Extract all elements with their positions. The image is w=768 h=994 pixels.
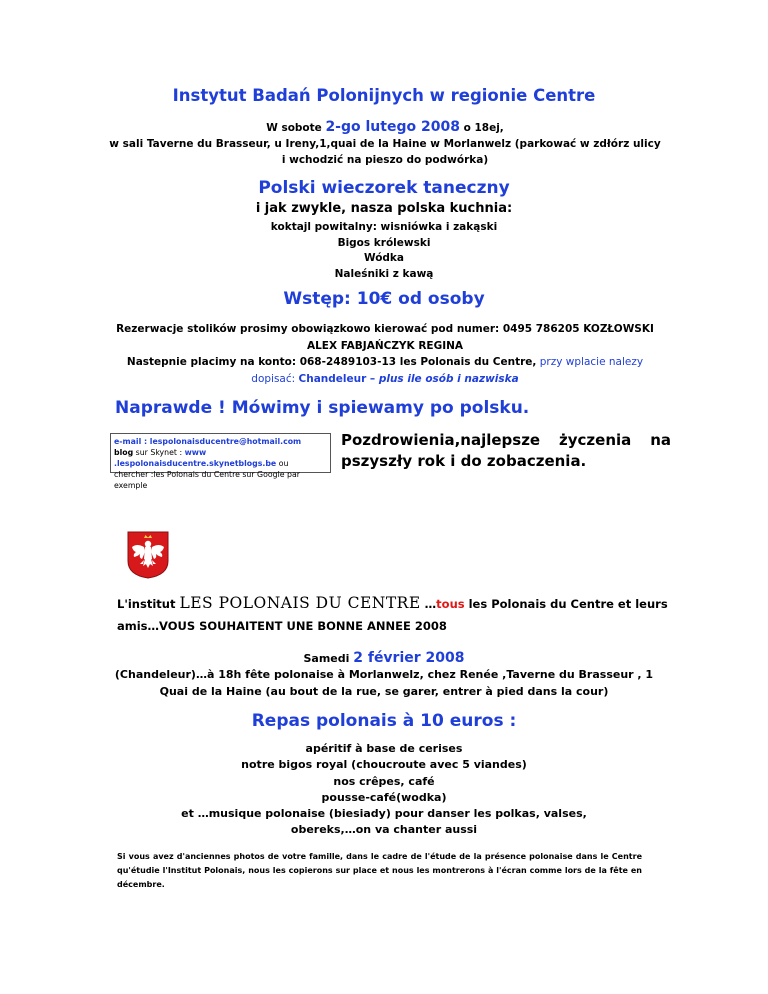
reservation-line-4-note: dopisać: <box>251 372 299 385</box>
date-suffix: o 18ej, <box>459 122 504 134</box>
blog-line <box>114 447 327 469</box>
fr-menu-item: pousse-café(wodka) <box>321 790 447 804</box>
fr-intro-line-2: amis…VOUS SOUHAITENT UNE BONNE ANNEE 2008 <box>117 619 447 633</box>
email-link[interactable]: e-mail : lespolonaisducentre@hotmail.com <box>114 437 302 446</box>
fr-menu <box>0 741 768 839</box>
fr-menu-item: nos crêpes, café <box>333 774 435 788</box>
page-title: Instytut Badań Polonijnych w regionie Centre <box>172 86 596 105</box>
fr-intro-prefix: L'institut <box>117 597 180 611</box>
reservation-chandeleur: Chandeleur – <box>298 372 379 385</box>
entry-price: Wstęp: 10€ od osoby <box>283 289 485 309</box>
fr-intro-tous: tous <box>436 597 465 611</box>
fr-intro-mid: … <box>420 597 437 611</box>
reservation-line-3: Nastepnie placimy na konto: 068-2489103-13 les Polonais du Centre, <box>126 356 537 368</box>
contact-box <box>110 433 331 490</box>
repas-title: Repas polonais à 10 euros : <box>251 711 517 731</box>
fr-details-line-1: (Chandeleur)…à 18h fête polonaise à Morlanwelz, chez Renée ,Taverne du Brasseur , 1 <box>114 668 654 681</box>
fr-details <box>110 666 658 700</box>
event-date-venue <box>90 119 680 168</box>
menu-item: Bigos królewski <box>337 236 431 249</box>
venue-line-1: w sali Taverne du Brasseur, u Ireny,1,quai de la Haine w Morlanwelz (parkować w zdłórz ulicy <box>109 138 661 150</box>
fr-date-prefix: Samedi <box>303 652 354 665</box>
fr-intro <box>117 594 668 612</box>
fr-intro-rest: les Polonais du Centre et leurs <box>464 597 668 611</box>
menu-item: Naleśniki z kawą <box>334 267 434 280</box>
date-prefix: W sobote <box>266 122 326 134</box>
reservation-line-2: ALEX FABJAŃCZYK REGINA <box>306 339 464 352</box>
org-name: LES POLONAIS DU CENTRE <box>179 594 421 612</box>
blog-tail: ou <box>276 459 289 468</box>
reservation-line-3-note: przy wplacie nalezy <box>536 356 644 368</box>
blog-label: blog <box>114 448 134 457</box>
fr-menu-item: apéritif à base de cerises <box>305 742 463 755</box>
party-menu <box>0 220 768 282</box>
reservation-names: plus ile osób i nazwiska <box>378 372 519 385</box>
greeting: Pozdrowienia,najlepsze życzenia na pszyszły rok i do zobaczenia. <box>341 431 671 470</box>
fr-menu-item: et …musique polonaise (biesiady) pour danser les polkas, valses, <box>181 807 587 821</box>
fr-details-line-2: Quai de la Haine (au bout de la rue, se garer, entrer à pied dans la cour) <box>159 685 609 698</box>
venue-line-2: i wchodzić na pieszo do podwórka) <box>281 154 489 166</box>
blog-link[interactable]: www .lespolonaisducentre.skynetblogs.be <box>114 448 277 468</box>
menu-item: koktajl powitalny: wisniówka i zakąski <box>270 221 498 233</box>
polish-eagle-icon <box>127 531 169 579</box>
menu-item: Wódka <box>363 252 404 264</box>
photo-note: Si vous avez d'anciennes photos de votre famille, dans le cadre de l'étude de la présence polonaise dans le Centre qu'étudie l'Institut Polonais, nous les copierons sur place et nous les montrerons à l'écran comme lors de la fête en décembre. <box>117 852 642 889</box>
party-title: Polski wieczorek taneczny <box>258 178 510 198</box>
event-date: 2-go lutego 2008 <box>325 119 460 135</box>
reservation-info <box>110 321 660 387</box>
search-hint: chercher :les Polonais du Centre sur Google par exemple <box>114 470 300 490</box>
fr-menu-item: obereks,…on va chanter aussi <box>290 823 478 837</box>
blog-mid: sur Skynet : <box>133 448 185 457</box>
party-subtitle: i jak zwykle, nasza polska kuchnia: <box>255 201 513 216</box>
fr-menu-item: notre bigos royal (choucroute avec 5 viandes) <box>241 758 527 772</box>
slogan: Naprawde ! Mówimy i spiewamy po polsku. <box>115 398 530 418</box>
fr-date <box>0 650 768 666</box>
reservation-line-1: Rezerwacje stolików prosimy obowiązkowo kierować pod numer: 0495 786205 KOZŁOWSKI <box>116 323 654 335</box>
fr-event-date: 2 février 2008 <box>353 650 465 666</box>
